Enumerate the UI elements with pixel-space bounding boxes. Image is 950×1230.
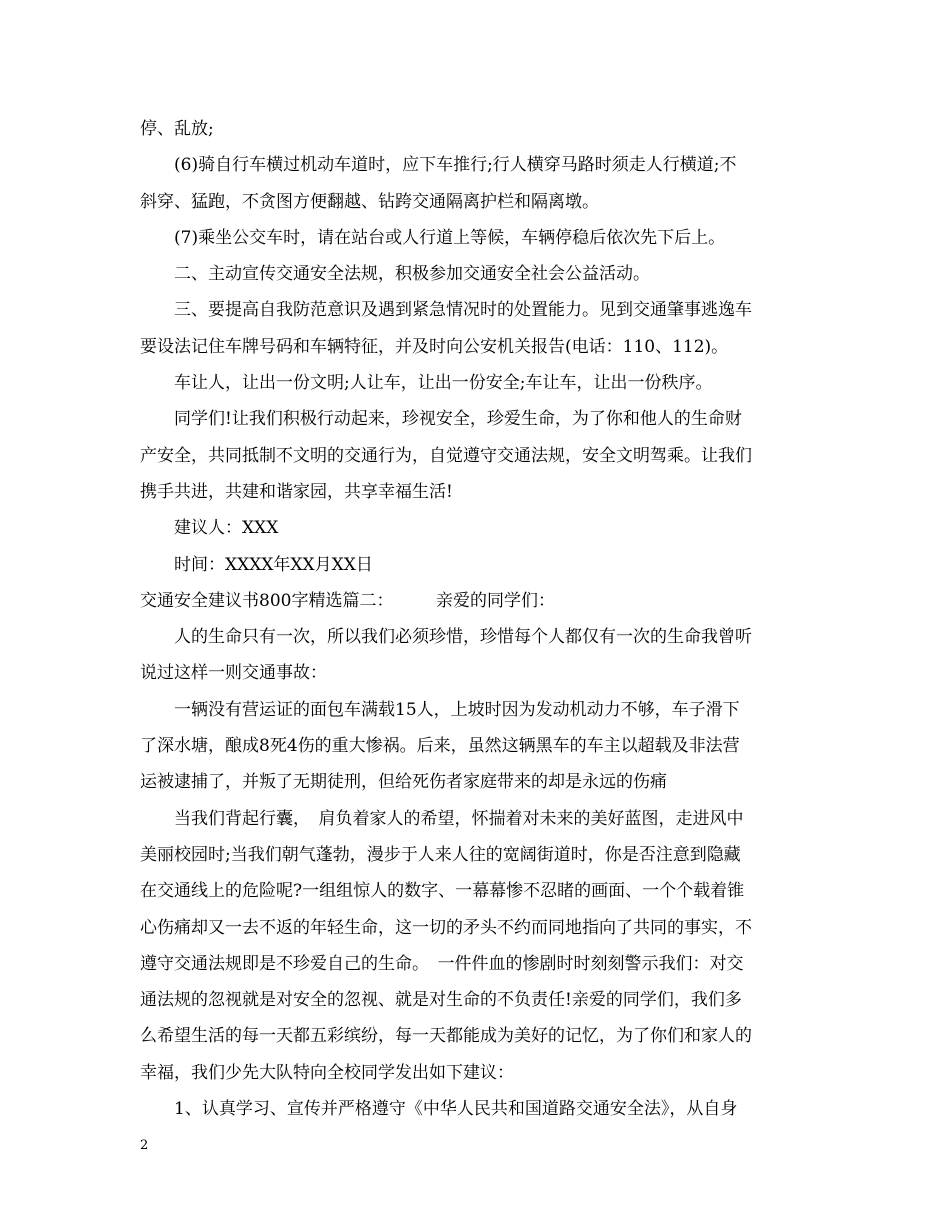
text-line: 幸福，我们少先大队特向全校同学发出如下建议：	[140, 1062, 514, 1083]
text-line: 么希望生活的每一天都五彩缤纷，每一天都能成为美好的记忆，为了你们和家人的	[140, 1026, 752, 1047]
text-line: 一辆没有营运证的面包车满载15人，上坡时因为发动机动力不够，车子滑下	[174, 699, 740, 720]
text-line: 说过这样一则交通事故：	[140, 663, 327, 684]
text-line: 三、要提高自我防范意识及遇到紧急情况时的处置能力。见到交通肇事逃逸车	[174, 300, 752, 321]
text-line: 时间：XXXX年XX月XX日	[174, 554, 373, 575]
text-line: 斜穿、猛跑，不贪图方便翻越、钻跨交通隔离护栏和隔离墩。	[140, 191, 599, 212]
text-line: (7)乘坐公交车时，请在站台或人行道上等候，车辆停稳后依次先下后上。	[174, 227, 726, 248]
text-line: 人的生命只有一次，所以我们必须珍惜，珍惜每个人都仅有一次的生命我曾听	[174, 627, 752, 648]
text-line: 停、乱放;	[140, 119, 214, 139]
text-line: 1、认真学习、宣传并严格遵守《中华人民共和国道路交通安全法》，从自身	[174, 1099, 738, 1120]
text-line: 要设法记住车牌号码和车辆特征，并及时向公安机关报告(电话：110、112)。	[140, 336, 729, 357]
text-line: 在交通线上的危险呢?一组组惊人的数字、一幕幕惨不忍睹的画面、一个个载着锥	[140, 881, 745, 902]
text-line: 产安全，共同抵制不文明的交通行为，自觉遵守交通法规，安全文明驾乘。让我们	[140, 445, 752, 466]
text-line: 了深水塘，酿成8死4伤的重大惨祸。后来，虽然这辆黑车的车主以超载及非法营	[140, 736, 740, 757]
text-line: 通法规的忽视就是对安全的忽视、就是对生命的不负责任!亲爱的同学们，我们多	[140, 990, 742, 1011]
text-line: 美丽校园时;当我们朝气蓬勃，漫步于人来人往的宽阔街道时，你是否注意到隐藏	[140, 844, 741, 865]
text-line: (6)骑自行车横过机动车道时，应下车推行;行人横穿马路时须走人行横道;不	[174, 155, 737, 176]
text-line: 同学们!让我们积极行动起来，珍视安全，珍爱生命，为了你和他人的生命财	[174, 409, 742, 430]
document-body	[140, 111, 815, 1127]
text-line: 交通安全建议书800字精选篇二： 亲爱的同学们：	[140, 590, 555, 611]
text-line: 运被逮捕了，并叛了无期徒刑，但给死伤者家庭带来的却是永远的伤痛	[140, 772, 667, 793]
text-line: 二、主动宣传交通安全法规，积极参加交通安全社会公益活动。	[174, 264, 650, 285]
text-line: 携手共进，共建和谐家园，共享幸福生活!	[140, 481, 453, 502]
text-line: 遵守交通法规即是不珍爱自己的生命。 一件件血的惨剧时时刻刻警示我们：对交	[140, 953, 744, 974]
text-line: 建议人：XXX	[174, 518, 279, 539]
text-line: 当我们背起行囊， 肩负着家人的希望，怀揣着对未来的美好蓝图，走进风中	[174, 808, 744, 829]
page-number: 2	[140, 1138, 149, 1153]
text-line: 心伤痛却又一去不返的年轻生命，这一切的矛头不约而同地指向了共同的事实，不	[140, 917, 752, 938]
text-line: 车让人，让出一份文明;人让车，让出一份安全;车让车，让出一份秩序。	[174, 373, 713, 394]
